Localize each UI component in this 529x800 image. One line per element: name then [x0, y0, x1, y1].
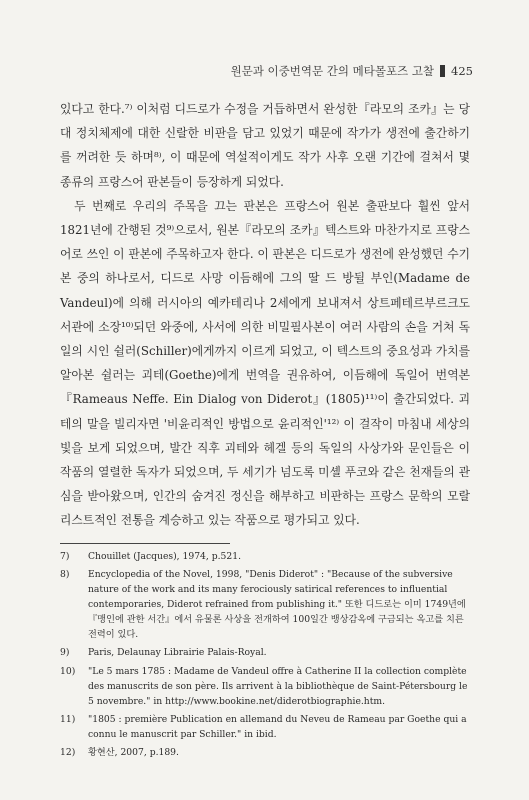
- footnote-number: 12): [60, 746, 76, 758]
- footnote-7: [60, 549, 470, 564]
- footnote-number: 7): [60, 551, 70, 562]
- footnote-number: 8): [60, 569, 70, 581]
- footnote-9: [60, 645, 470, 660]
- footnote-number: 11): [60, 713, 76, 725]
- footnote-number: 9): [60, 647, 70, 659]
- footnote-divider: [60, 543, 230, 544]
- paragraph-2: 두 번째로 우리의 주목을 끄는 판본은 프랑스어 원본 출판보다 훨씬 앞서 1821년에 간행된 것⁹⁾으로서, 원본『라모의 조카』텍스트와 마찬가지로 프랑스어로 쓰인 이 판본에 주목하고자 한다. 이 판본은 디드로가 생전에 완성했던 수기본 중의 하나로서, 디드로 사망 이듬해에 그의 딸 드 방뒬 부인(Madame de Vandeul)에 의해 러시아의 예카테리나 2세에게 보내져서 상트페테르부르크도서관에 소장¹⁰⁾되던 와중에, 사서에 의한 비밀필사본이 여러 사람의 손을 거쳐 독일의 시인 쉴러(Schiller)에게까지 이르게 되었고, 이 텍스트의 중요성과 가치를 알아본 쉴러는 괴테(Goethe)에게 번역을 권유하여, 이듬해에 독일어 번역본『Rameaus Neffe. Ein Dialog von Diderot』(1805)¹¹⁾이 출간되었다. 괴테의 말을 빌리자면 '비윤리적인 방법으로 윤리적인'¹²⁾ 이 걸작이 마침내 세상의 빛을 보게 되었으며, 발간 직후 괴테와 헤겔 등의 독일의 사상가와 문인들은 이 작품의 열렬한 독자가 되었으며, 두 세기가 넘도록 미셸 푸코와 같은 천재들의 관심을 받아왔으며, 인간의 숨겨진 정신을 해부하고 비판하는 프랑스 문학의 모랄리스트적인 전통을 계승하고 있는 작품으로 평가되고 있다.: [60, 198, 470, 528]
- footnote-text: Encyclopedia of the Novel, 1998, "Denis Diderot" : "Because of the subversive nature of the work and its many ferociously satirical references to influential contemporaries, Diderot refrained from publishing it." 또한 디드로는 이미 1749년에『맹인에 관한 서간』에서 유물론 사상을 전개하여 100일간 뱅상감옥에 구금되는 옥고를 치른 전력이 있다.: [88, 569, 466, 641]
- running-header: [0, 63, 473, 79]
- running-title: 원문과 이중번역문 간의 메타몰포즈 고찰: [230, 64, 435, 78]
- footnote-number: 10): [60, 665, 76, 677]
- paragraph-1: 있다고 한다.⁷⁾ 이처럼 디드로가 수정을 거듭하면서 완성한『라모의 조카』는 당대 정치체제에 대한 신랄한 비판을 담고 있었기 때문에 작가가 생전에 출간하기를 꺼려한 듯 하며⁸⁾, 이 때문에 역설적이게도 작가 사후 오랜 기간에 걸쳐서 몇 종류의 프랑스어 판본들이 등장하게 되었다.: [60, 102, 470, 189]
- page-number: 425: [451, 64, 473, 78]
- footnote-12: [60, 745, 470, 760]
- header-separator: [440, 65, 445, 77]
- footnote-text: "Le 5 mars 1785 : Madame de Vandeul offre à Catherine II la collection complète des manuscrits de son père. Ils arrivent à la bibliothèque de Saint-Pétersbourg le 5 novembre." in http://www.bookine.net/diderotbiographie.htm.: [88, 665, 468, 707]
- footnote-8: [60, 567, 470, 642]
- footnote-10: [60, 664, 470, 709]
- footnote-11: [60, 712, 470, 742]
- footnotes: [60, 549, 470, 763]
- footnote-text: Chouillet (Jacques), 1974, p.521.: [88, 551, 242, 562]
- footnote-text: "1805 : première Publication en allemand du Neveu de Rameau par Goethe qui a connu le manuscrit par Schiller." in ibid.: [88, 713, 467, 740]
- footnote-text: 황현산, 2007, p.189.: [88, 746, 179, 758]
- main-text: [60, 97, 470, 533]
- footnote-text: Paris, Delaunay Librairie Palais-Royal.: [88, 647, 267, 659]
